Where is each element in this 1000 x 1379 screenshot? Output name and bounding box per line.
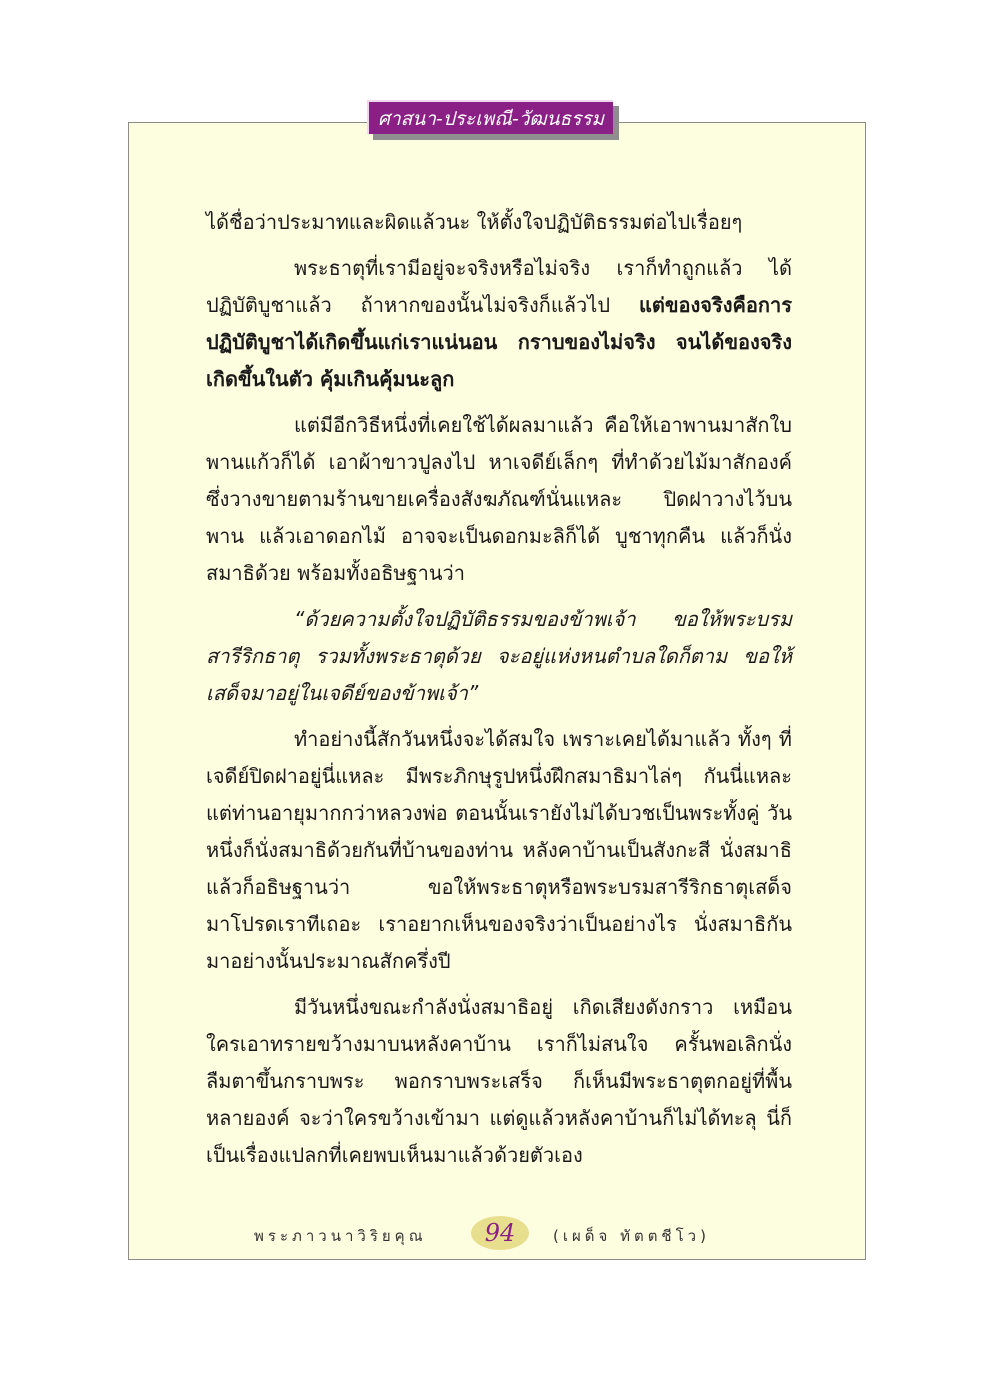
paragraph-text: ทำอย่างนี้สักวันหนึ่งจะได้สมใจ เพราะเคยได้มาแล้ว ทั้งๆ ที่เจดีย์ปิดฝาอยู่นี่แหละ มีพระภิกษุรูปหนึ่งฝึกสมาธิมาไล่ๆ กันนี่แหละ แต่ท่านอายุมากกว่าหลวงพ่อ ตอนนั้นเรายังไม่ได้บวชเป็นพระทั้งคู่ วันหนึ่งก็นั่งสมาธิด้วยกันที่บ้านของท่าน หลังคาบ้านเป็นสังกะสี นั่งสมาธิแล้วก็อธิษฐานว่า ขอให้พระธาตุหรือพระบรมสารีริกธาตุเสด็จมาโปรดเราทีเถอะ เราอยากเห็นของจริงว่าเป็นอย่างไร นั่งสมาธิกันมาอย่างนั้นประมาณสักครึ่งปี — [206, 727, 792, 973]
paragraph-text: แต่มีอีกวิธีหนึ่งที่เคยใช้ได้ผลมาแล้ว คือให้เอาพานมาสักใบ พานแก้วก็ได้ เอาผ้าขาวปูลงไป หาเจดีย์เล็กๆ ที่ทำด้วยไม้มาสักองค์ ซึ่งวางขายตามร้านขายเครื่องสังฆภัณฑ์นั่นแหละ ปิดฝาวางไว้บนพาน แล้วเอาดอกไม้ อาจจะเป็นดอกมะลิก็ได้ บูชาทุกคืน แล้วก็นั่งสมาธิด้วย พร้อมทั้งอธิษฐานว่า — [206, 413, 792, 585]
emphasis-text: แต่ของจริงคือการปฏิบัติบูชาได้เกิดขึ้นแก่เราแน่นอน กราบของไม่จริง จนได้ของจริงเกิดขึ้นในตัว คุ้มเกินคุ้มนะลูก — [206, 293, 792, 391]
footer-author: (เผด็จ ทัตตชีโว) — [553, 1227, 710, 1245]
body-text — [206, 204, 792, 1183]
paragraph — [206, 721, 792, 980]
paragraph — [206, 407, 792, 592]
quote-paragraph — [206, 601, 792, 712]
page-number-badge: 94 — [471, 1216, 529, 1250]
quote-text: “ด้วยความตั้งใจปฏิบัติธรรมของข้าพเจ้า ขอให้พระบรมสารีริกธาตุ รวมทั้งพระธาตุด้วย จะอยู่แห่งหนตำบลใดก็ตาม ขอให้เสด็จมาอยู่ในเจดีย์ของข้าพเจ้า” — [206, 607, 792, 705]
paragraph — [206, 250, 792, 398]
paragraph-text: ได้ชื่อว่าประมาทและผิดแล้วนะ ให้ตั้งใจปฏิบัติธรรมต่อไปเรื่อยๆ — [206, 210, 743, 234]
paragraph — [206, 989, 792, 1174]
paragraph-text: มีวันหนึ่งขณะกำลังนั่งสมาธิอยู่ เกิดเสียงดังกราว เหมือนใครเอาทรายขว้างมาบนหลังคาบ้าน เราก็ไม่สนใจ ครั้นพอเลิกนั่ง ลืมตาขึ้นกราบพระ พอกราบพระเสร็จ ก็เห็นมีพระธาตุตกอยู่ที่พื้นหลายองค์ จะว่าใครขว้างเข้ามา แต่ดูแล้วหลังคาบ้านก็ไม่ได้ทะลุ นี่ก็เป็นเรื่องแปลกที่เคยพบเห็นมาแล้วด้วยตัวเอง — [206, 995, 792, 1167]
paragraph-text: พระธาตุที่เรามีอยู่จะจริงหรือไม่จริง เราก็ทำถูกแล้ว ได้ปฏิบัติบูชาแล้ว ถ้าหากของนั้นไม่จริงก็แล้วไป — [206, 256, 792, 317]
page-footer — [128, 1216, 866, 1252]
paragraph — [206, 204, 792, 241]
section-title: ศาสนา-ประเพณี-วัฒนธรรม — [367, 100, 613, 134]
footer-book-title: พระภาวนาวิริยคุณ — [254, 1227, 427, 1245]
